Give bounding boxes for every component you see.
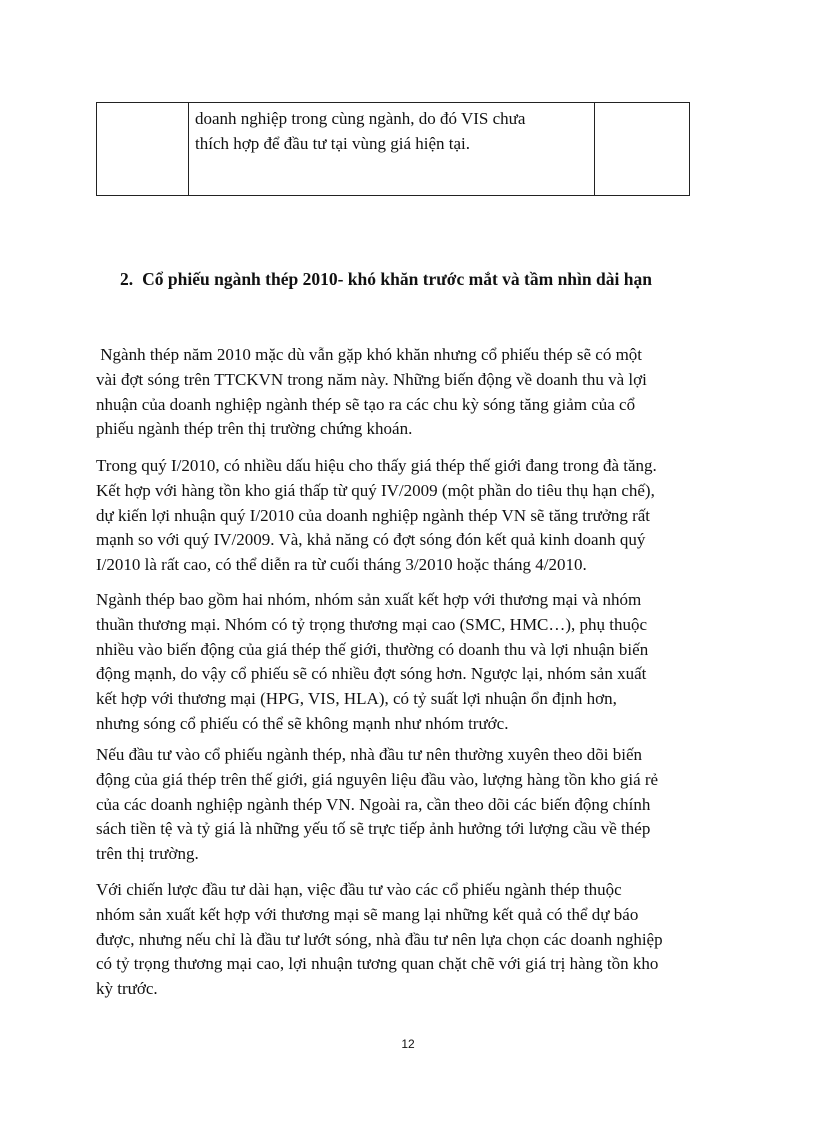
text-line: Ngành thép bao gồm hai nhóm, nhóm sản xuất kết hợp với thương mại và nhóm (96, 590, 642, 609)
table-row (97, 103, 690, 196)
text-line: của các doanh nghiệp ngành thép VN. Ngoài ra, cần theo dõi các biến động chính (96, 794, 651, 814)
text-line: I/2010 là rất cao, có thể diễn ra từ cuối tháng 3/2010 hoặc tháng 4/2010. (96, 555, 587, 575)
section-title: Cổ phiếu ngành thép 2010- khó khăn trước mắt và tầm nhìn dài hạn (142, 269, 652, 289)
text-line: dự kiến lợi nhuận quý I/2010 của doanh nghiệp ngành thép VN sẽ tăng trưởng rất (96, 505, 651, 525)
text-line: nhiều vào biến động của giá thép thế giới, thường có doanh thu và lợi nhuận biến (96, 639, 649, 659)
text-line: Ngành thép năm 2010 mặc dù vẫn gặp khó khăn nhưng cổ phiếu thép sẽ có một (96, 345, 643, 364)
paragraph-1 (96, 343, 736, 442)
text-line: nhuận của doanh nghiệp ngành thép sẽ tạo ra các chu kỳ sóng tăng giảm của cổ (96, 394, 636, 414)
table-fragment (96, 102, 690, 196)
text-line: nhưng sóng cổ phiếu có thể sẽ không mạnh như nhóm trước. (96, 713, 509, 733)
paragraph-3 (96, 588, 736, 737)
table-cell-text (189, 103, 595, 196)
text-line: Trong quý I/2010, có nhiều dấu hiệu cho thấy giá thép thế giới đang trong đà tăng. (96, 456, 657, 475)
text-line: phiếu ngành thép trên thị trường chứng khoán. (96, 419, 413, 439)
paragraph-4 (96, 743, 736, 867)
text-line: động của giá thép trên thế giới, giá nguyên liệu đầu vào, lượng hàng tồn kho giá rẻ (96, 769, 659, 789)
paragraph-2 (96, 454, 736, 578)
table-cell-line: thích hợp để đầu tư tại vùng giá hiện tại. (195, 134, 471, 153)
table-cell-empty-left (97, 103, 189, 196)
text-line: thuần thương mại. Nhóm có tỷ trọng thương mại cao (SMC, HMC…), phụ thuộc (96, 614, 648, 634)
text-line: động mạnh, do vậy cổ phiếu sẽ có nhiều đợt sóng hơn. Ngược lại, nhóm sản xuất (96, 664, 647, 684)
text-line: có tỷ trọng thương mại cao, lợi nhuận tương quan chặt chẽ với giá trị hàng tồn kho (96, 954, 659, 974)
text-line: kết hợp với thương mại (HPG, VIS, HLA), có tỷ suất lợi nhuận ổn định hơn, (96, 689, 617, 709)
text-line: kỳ trước. (96, 979, 158, 999)
text-line: Kết hợp với hàng tồn kho giá thấp từ quý IV/2009 (một phần do tiêu thụ hạn chế), (96, 480, 655, 500)
text-line: trên thị trường. (96, 844, 199, 864)
text-line: nhóm sản xuất kết hợp với thương mại sẽ mang lại những kết quả có thể dự báo (96, 904, 639, 924)
table-cell-empty-right (595, 103, 690, 196)
text-line: Với chiến lược đầu tư dài hạn, việc đầu tư vào các cổ phiếu ngành thép thuộc (96, 880, 622, 899)
section-heading (120, 269, 652, 290)
text-line: vài đợt sóng trên TTCKVN trong năm này. Những biến động về doanh thu và lợi (96, 369, 647, 389)
paragraph-5 (96, 878, 736, 1002)
page-number: 12 (401, 1037, 415, 1051)
text-line: mạnh so với quý IV/2009. Và, khả năng có đợt sóng đón kết quả kinh doanh quý (96, 530, 646, 550)
text-line: được, nhưng nếu chỉ là đầu tư lướt sóng, nhà đầu tư nên lựa chọn các doanh nghiệp (96, 929, 663, 949)
table-cell-line: doanh nghiệp trong cùng ngành, do đó VIS chưa (195, 109, 526, 128)
section-number: 2. (120, 269, 134, 289)
text-line: sách tiền tệ và tỷ giá là những yếu tố sẽ trực tiếp ảnh hưởng tới lượng cầu về thép (96, 819, 651, 839)
text-line: Nếu đầu tư vào cổ phiếu ngành thép, nhà đầu tư nên thường xuyên theo dõi biến (96, 745, 643, 764)
